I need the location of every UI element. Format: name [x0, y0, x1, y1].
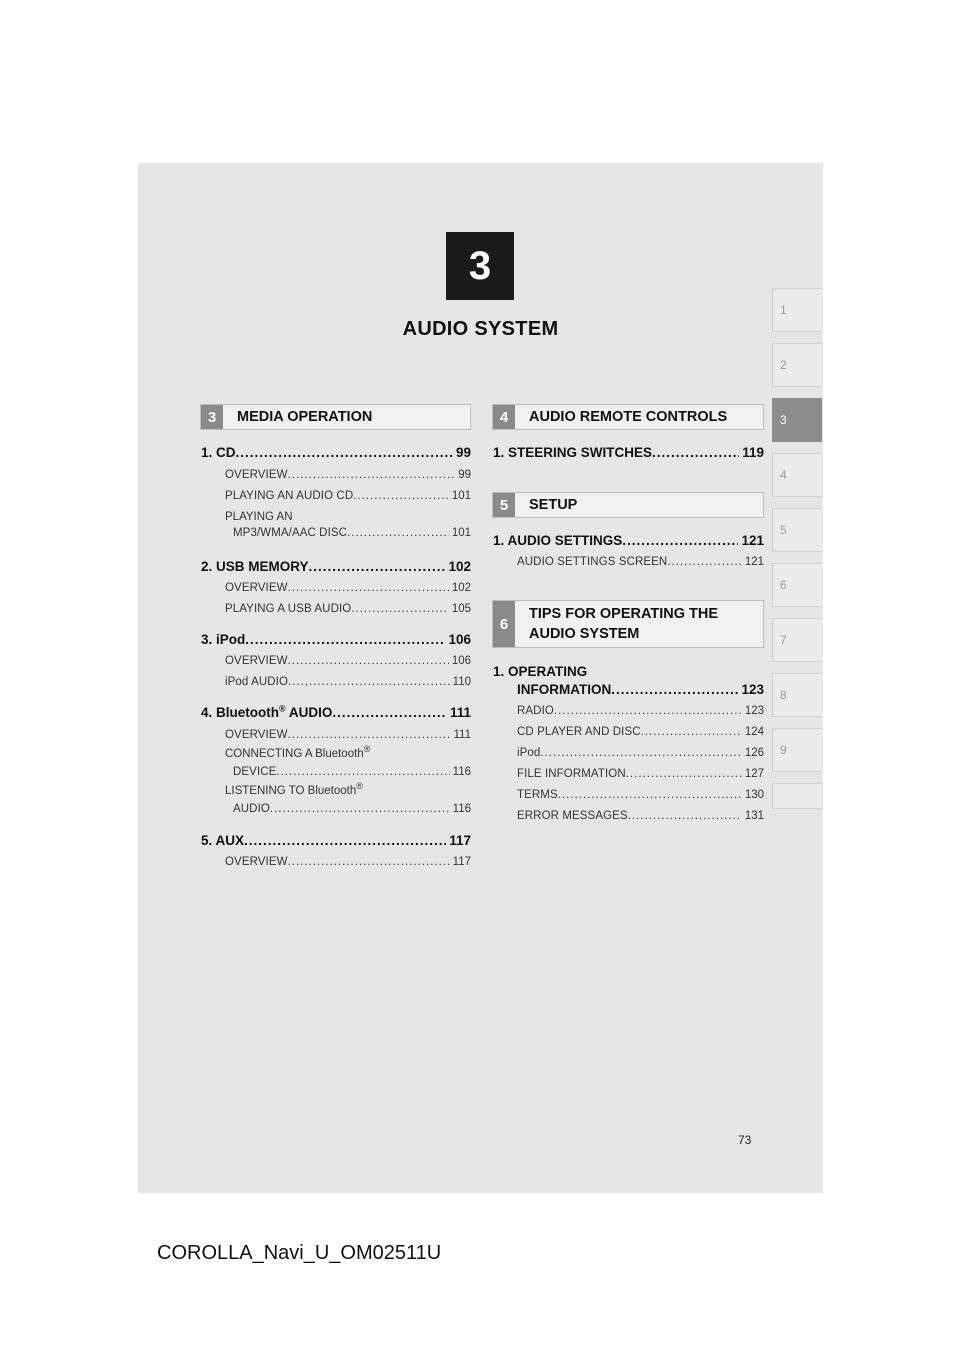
tab-chapter-2[interactable]: 2 [772, 343, 822, 387]
tab-chapter-3[interactable]: 3 [772, 398, 822, 442]
toc-entry-bt-listen-line1: LISTENING TO Bluetooth® [225, 781, 363, 797]
toc-entry-bt-connect[interactable]: DEVICE ..... 116 [233, 766, 471, 778]
tab-chapter-8[interactable]: 8 [772, 673, 822, 717]
toc-entry-ipod[interactable]: 3. iPod ..... 106 [201, 632, 471, 647]
toc-entry-radio[interactable]: RADIO ..... 123 [517, 705, 764, 717]
section-header-tips [492, 600, 764, 648]
toc-entry-bluetooth[interactable]: 4. Bluetooth® AUDIO ..... 111 [201, 705, 471, 720]
toc-entry-bt-connect-line1: CONNECTING A Bluetooth® [225, 744, 371, 760]
tab-chapter-1[interactable]: 1 [772, 288, 822, 332]
toc-entry-aux-overview[interactable]: OVERVIEW ..... 117 [225, 856, 471, 868]
toc-entry-cd-overview[interactable]: OVERVIEW ..... 99 [225, 469, 471, 481]
chapter-title: AUDIO SYSTEM [402, 318, 559, 340]
section-number: 3 [201, 405, 223, 429]
document-code: COROLLA_Navi_U_OM02511U [157, 1242, 442, 1264]
toc-entry-usb[interactable]: 2. USB MEMORY ..... 102 [201, 559, 471, 574]
tab-chapter-5[interactable]: 5 [772, 508, 822, 552]
section-number: 6 [493, 601, 515, 647]
section-number: 4 [493, 405, 515, 429]
section-title: MEDIA OPERATION [237, 409, 373, 425]
toc-entry-terms[interactable]: TERMS ..... 130 [517, 789, 764, 801]
toc-entry-ipod-overview[interactable]: OVERVIEW ..... 106 [225, 655, 471, 667]
tab-chapter-7[interactable]: 7 [772, 618, 822, 662]
toc-entry-bt-overview[interactable]: OVERVIEW ..... 111 [225, 729, 471, 741]
toc-entry-ipod-info[interactable]: iPod ..... 126 [517, 747, 764, 759]
tab-chapter-4[interactable]: 4 [772, 453, 822, 497]
chapter-number-badge: 3 [446, 232, 514, 300]
toc-entry-operating-line1: 1. OPERATING [493, 664, 588, 679]
section-title: TIPS FOR OPERATING THE AUDIO SYSTEM [529, 606, 719, 642]
section-header-remote [492, 404, 764, 430]
toc-entry-aux[interactable]: 5. AUX ..... 117 [201, 833, 471, 848]
toc-entry-usb-playing[interactable]: PLAYING A USB AUDIO ..... 105 [225, 603, 471, 615]
tab-chapter-6[interactable]: 6 [772, 563, 822, 607]
toc-entry-cd[interactable]: 1. CD ..... 99 [201, 445, 471, 460]
toc-entry-cd-mp3-line1: PLAYING AN [225, 511, 293, 523]
tab-chapter-9[interactable]: 9 [772, 728, 822, 772]
toc-entry-usb-overview[interactable]: OVERVIEW ..... 102 [225, 582, 471, 594]
toc-entry-ipod-audio[interactable]: iPod AUDIO ..... 110 [225, 676, 471, 688]
tab-blank [772, 783, 822, 809]
page-number: 73 [738, 1133, 752, 1147]
section-number: 5 [493, 493, 515, 517]
toc-entry-file-info[interactable]: FILE INFORMATION ..... 127 [517, 768, 764, 780]
section-header-setup [492, 492, 764, 518]
toc-entry-audio-settings-screen[interactable]: AUDIO SETTINGS SCREEN ..... 121 [517, 556, 764, 568]
toc-entry-error-messages[interactable]: ERROR MESSAGES ..... 131 [517, 810, 764, 822]
toc-entry-audio-settings[interactable]: 1. AUDIO SETTINGS ..... 121 [493, 533, 764, 548]
toc-entry-cd-player[interactable]: CD PLAYER AND DISC ..... 124 [517, 726, 764, 738]
section-title: SETUP [529, 497, 578, 513]
toc-entry-operating[interactable]: INFORMATION ..... 123 [517, 682, 764, 697]
toc-entry-steering[interactable]: 1. STEERING SWITCHES ..... 119 [493, 445, 764, 460]
toc-entry-cd-playing[interactable]: PLAYING AN AUDIO CD ..... 101 [225, 490, 471, 502]
toc-entry-bt-listen[interactable]: AUDIO ..... 116 [233, 803, 471, 815]
toc-entry-cd-mp3[interactable]: MP3/WMA/AAC DISC ..... 101 [233, 527, 471, 539]
section-title: AUDIO REMOTE CONTROLS [529, 409, 728, 425]
section-header-media [200, 404, 471, 430]
